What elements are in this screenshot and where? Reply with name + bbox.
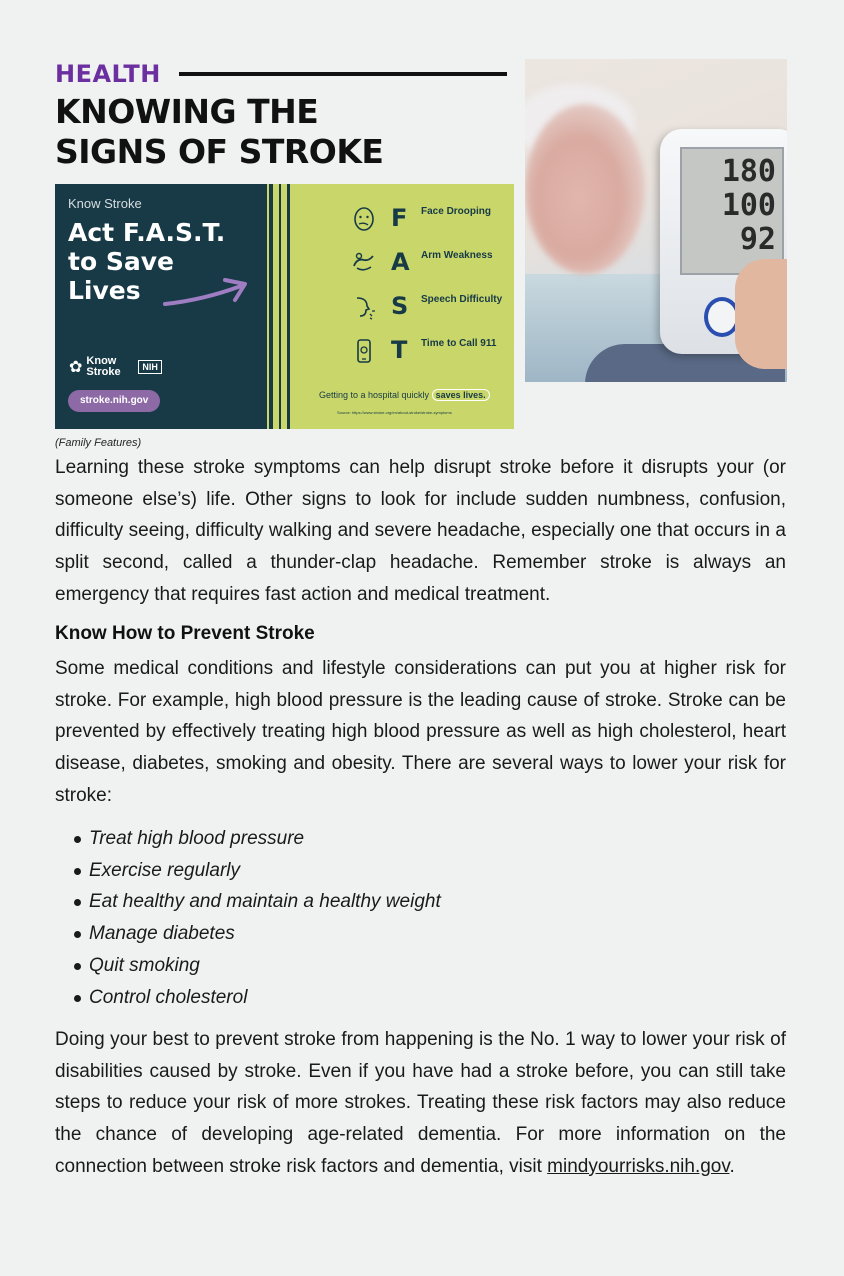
- fast-text: Speech Difficulty: [421, 294, 503, 305]
- headline-line-2: to Save: [68, 247, 174, 276]
- fast-letter: F: [391, 204, 408, 232]
- blood-pressure-photo: [525, 59, 787, 382]
- hand: [735, 259, 787, 369]
- list-item: Treat high blood pressure: [55, 823, 786, 855]
- paragraph-dementia-text: Doing your best to prevent stroke from happening is the No. 1 way to lower your risk of disabilities caused by stroke. Even if you have had a stroke before, you can still take steps to reduce your risk of more strokes. Treating these risk factors may also reduce the chance of developing age-related dementia. For more information on the connection between stroke risk factors and dementia, visit: [55, 1029, 786, 1177]
- fast-letter: A: [391, 248, 410, 276]
- infographic-source: Source: https://www.stroke.org/en/about-stroke/stroke-symptoms: [337, 410, 452, 415]
- paragraph-risk: Some medical conditions and lifestyle considerations can put you at higher risk for stroke. For example, high blood pressure is the leading cause of stroke. Stroke can be prevented by effectively treating high blood pressure as well as high cholesterol, heart disease, diabetes, smoking and obesity. There are several ways to lower your risk for stroke:: [55, 658, 786, 806]
- prevention-list: [55, 823, 786, 1013]
- image-credit: (Family Features): [55, 437, 142, 449]
- subheading-prevent: Know How to Prevent Stroke: [55, 623, 315, 644]
- section-rule: [179, 72, 507, 76]
- arm-icon: [351, 250, 377, 276]
- patient-face: [525, 104, 645, 274]
- brain-icon: ✿: [69, 359, 83, 376]
- arrow-icon: [163, 274, 253, 314]
- list-item: Control cholesterol: [55, 982, 786, 1014]
- mindyourrisks-link[interactable]: mindyourrisks.nih.gov: [547, 1155, 730, 1177]
- logo-text: Know Stroke: [86, 355, 121, 378]
- bp-diastolic: 100: [721, 188, 776, 223]
- title-line-1: KNOWING THE: [55, 92, 319, 131]
- paragraph-end: .: [729, 1155, 735, 1177]
- monitor-screen: [680, 147, 784, 275]
- paragraph-dementia: [55, 1024, 786, 1183]
- brush-stroke: [279, 184, 281, 429]
- fast-text: Arm Weakness: [421, 250, 493, 261]
- section-header: [55, 60, 507, 88]
- bp-pulse: 92: [739, 222, 776, 257]
- infographic-kicker: Know Stroke: [68, 196, 142, 211]
- brush-stroke: [287, 184, 290, 429]
- headline-line-1: Act F.A.S.T.: [68, 218, 226, 247]
- list-item: Quit smoking: [55, 950, 786, 982]
- title-line-2: SIGNS OF STROKE: [55, 132, 384, 171]
- infographic-tagline: [319, 390, 490, 400]
- list-item: Exercise regularly: [55, 855, 786, 887]
- nih-badge: NIH: [138, 360, 162, 374]
- fast-item-a: [351, 246, 511, 290]
- fast-text: Face Drooping: [421, 206, 492, 217]
- section-label: HEALTH: [55, 60, 161, 88]
- list-item: Manage diabetes: [55, 918, 786, 950]
- brush-stroke: [269, 184, 273, 429]
- fast-letter: T: [391, 336, 408, 364]
- tagline-prefix: Getting to a hospital quickly: [319, 390, 432, 400]
- article-title: [55, 92, 515, 172]
- tagline-emphasis: saves lives.: [432, 389, 490, 401]
- speech-icon: [351, 294, 377, 320]
- fast-text: Time to Call 911: [421, 338, 497, 349]
- fast-item-s: [351, 290, 511, 334]
- fast-item-t: [351, 334, 511, 378]
- phone-icon: [351, 338, 377, 364]
- fast-list: [351, 202, 511, 378]
- list-item: Eat healthy and maintain a healthy weight: [55, 886, 786, 918]
- bp-systolic: 180: [721, 154, 776, 189]
- fast-infographic: [55, 184, 514, 429]
- fast-letter: S: [391, 292, 409, 320]
- headline-line-3: Lives: [68, 276, 141, 305]
- face-icon: [351, 206, 377, 232]
- fast-item-f: [351, 202, 511, 246]
- know-stroke-logo: [69, 356, 162, 378]
- paragraph-symptoms: Learning these stroke symptoms can help disrupt stroke before it disrupts your (or someone else’s) life. Other signs to look for include sudden numbness, confusion, difficulty seeing, difficulty walking and severe headache, especially one that occurs in a split second, called a thunder-clap headache. Remember stroke is always an emergency that requires fast action and medical treatment.: [55, 457, 786, 605]
- url-pill: stroke.nih.gov: [68, 390, 160, 412]
